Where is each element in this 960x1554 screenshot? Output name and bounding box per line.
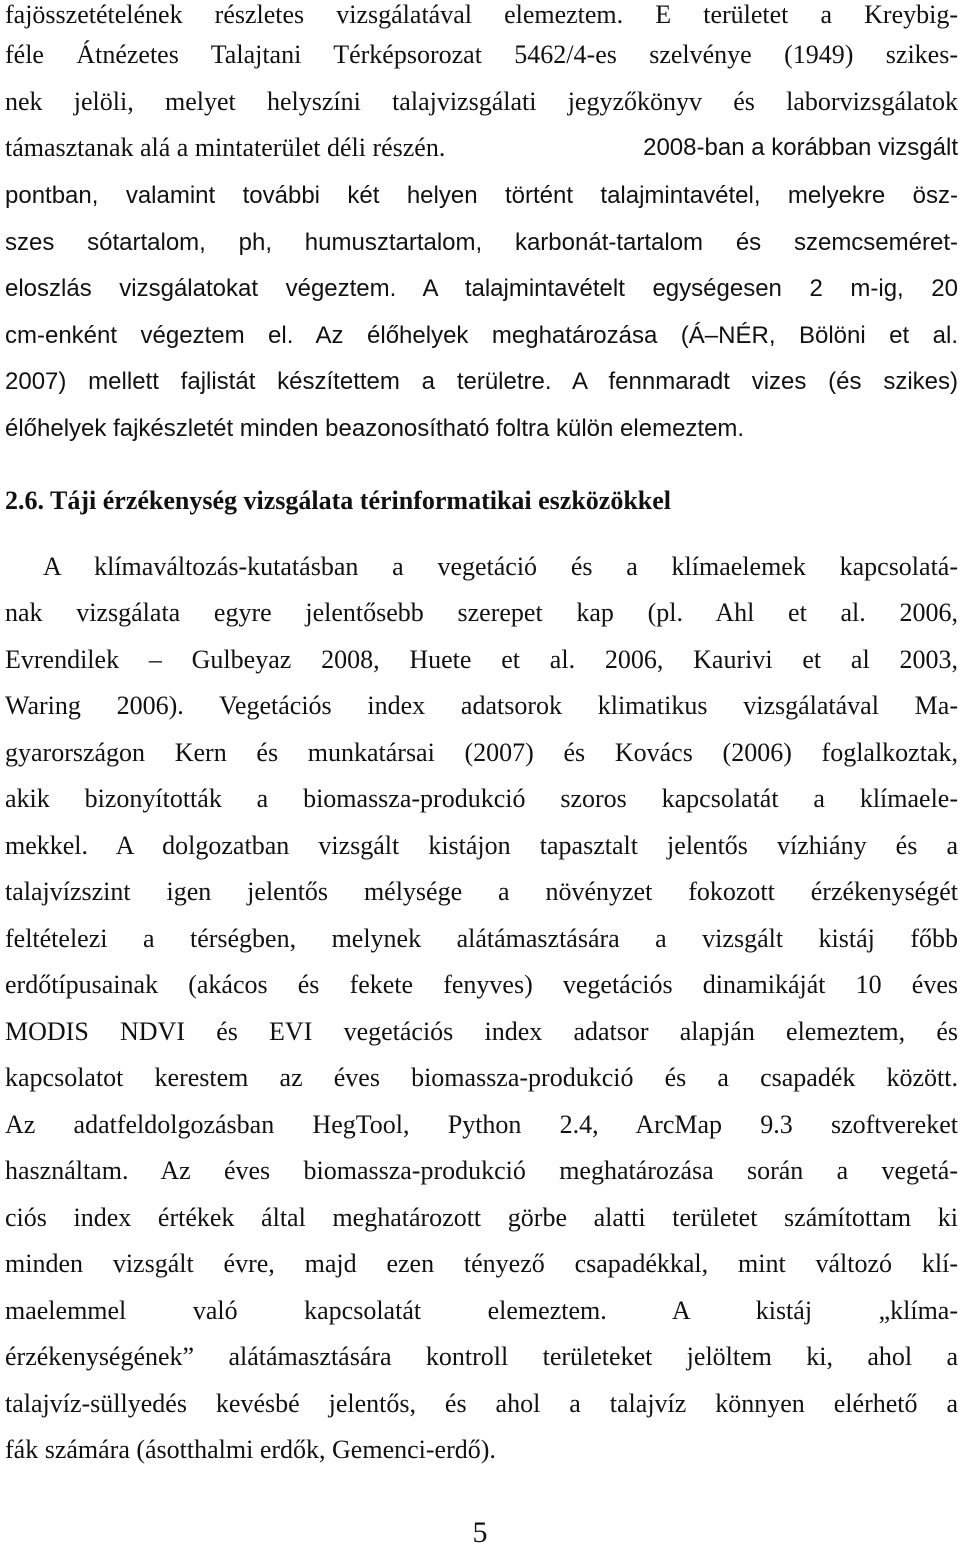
paragraph-line: talajvízszint igen jelentős mélysége a növényzet fokozott érzékenységét <box>5 877 958 906</box>
paragraph-line: féle Átnézetes Talajtani Térképsorozat 5462/4-es szelvénye (1949) szikes- <box>5 40 958 69</box>
paragraph-line: maelemmel való kapcsolatát elemeztem. A kistáj „klíma- <box>5 1296 958 1325</box>
paragraph-line: erdőtípusainak (akácos és fekete fenyves) vegetációs dinamikáját 10 éves <box>5 970 958 999</box>
paragraph-line: minden vizsgált évre, majd ezen tényező csapadékkal, mint változó klí- <box>5 1249 958 1278</box>
section-heading: 2.6. Táji érzékenység vizsgálata térinformatikai eszközökkel <box>5 486 672 515</box>
paragraph-line: pontban, valamint további két helyen történt talajmintavétel, melyekre ösz- <box>5 182 958 209</box>
line-segment: támasztanak alá a mintaterület déli részén. <box>5 133 446 162</box>
line-segment: 2008-ban a korábban vizsgált <box>643 134 958 161</box>
paragraph-line: 2007) mellett fajlistát készítettem a területre. A fennmaradt vizes (és szikes) <box>5 368 958 395</box>
paragraph-line: Evrendilek – Gulbeyaz 2008, Huete et al. 2006, Kaurivi et al 2003, <box>5 645 958 674</box>
paragraph-line: fák számára (ásotthalmi erdők, Gemenci-erdő). <box>5 1435 496 1464</box>
paragraph-line: feltételezi a térségben, melynek alátámasztására a vizsgált kistáj főbb <box>5 924 958 953</box>
paragraph-line: használtam. Az éves biomassza-produkció meghatározása során a vegetá- <box>5 1156 958 1185</box>
paragraph-line: fajösszetételének részletes vizsgálatával elemeztem. E területet a Kreybig- <box>5 0 958 29</box>
paragraph-line: cm-enként végeztem el. Az élőhelyek meghatározása (Á–NÉR, Bölöni et al. <box>5 322 958 349</box>
paragraph-line: A klímaváltozás-kutatásban a vegetáció és a klímaelemek kapcsolatá- <box>43 552 958 581</box>
paragraph-line: mekkel. A dolgozatban vizsgált kistájon tapasztalt jelentős vízhiány és a <box>5 831 958 860</box>
page-number: 5 <box>472 1516 488 1549</box>
paragraph-line: nek jelöli, melyet helyszíni talajvizsgálati jegyzőkönyv és laborvizsgálatok <box>5 87 958 116</box>
paragraph-line: Az adatfeldolgozásban HegTool, Python 2.4, ArcMap 9.3 szoftvereket <box>5 1110 958 1139</box>
paragraph-line: Waring 2006). Vegetációs index adatsorok klimatikus vizsgálatával Ma- <box>5 691 958 720</box>
paragraph-line: eloszlás vizsgálatokat végeztem. A talajmintavételt egységesen 2 m-ig, 20 <box>5 275 958 302</box>
paragraph-line <box>5 133 958 163</box>
paragraph-line: talajvíz-süllyedés kevésbé jelentős, és ahol a talajvíz könnyen elérhető a <box>5 1389 958 1418</box>
paragraph-line: gyarországon Kern és munkatársai (2007) és Kovács (2006) foglalkoztak, <box>5 738 958 767</box>
paragraph-line: MODIS NDVI és EVI vegetációs index adatsor alapján elemeztem, és <box>5 1017 958 1046</box>
paragraph-line: kapcsolatot kerestem az éves biomassza-produkció és a csapadék között. <box>5 1063 958 1092</box>
paragraph-line: élőhelyek fajkészletét minden beazonosítható foltra külön elemeztem. <box>5 415 745 442</box>
paragraph-line: szes sótartalom, ph, humusztartalom, karbonát-tartalom és szemcseméret- <box>5 229 958 256</box>
paragraph-line: nak vizsgálata egyre jelentősebb szerepet kap (pl. Ahl et al. 2006, <box>5 598 958 627</box>
paragraph-line: ciós index értékek által meghatározott görbe alatti területet számítottam ki <box>5 1203 958 1232</box>
paragraph-line: érzékenységének” alátámasztására kontroll területeket jelöltem ki, ahol a <box>5 1342 958 1371</box>
paragraph-line: akik bizonyították a biomassza-produkció szoros kapcsolatát a klímaele- <box>5 784 958 813</box>
